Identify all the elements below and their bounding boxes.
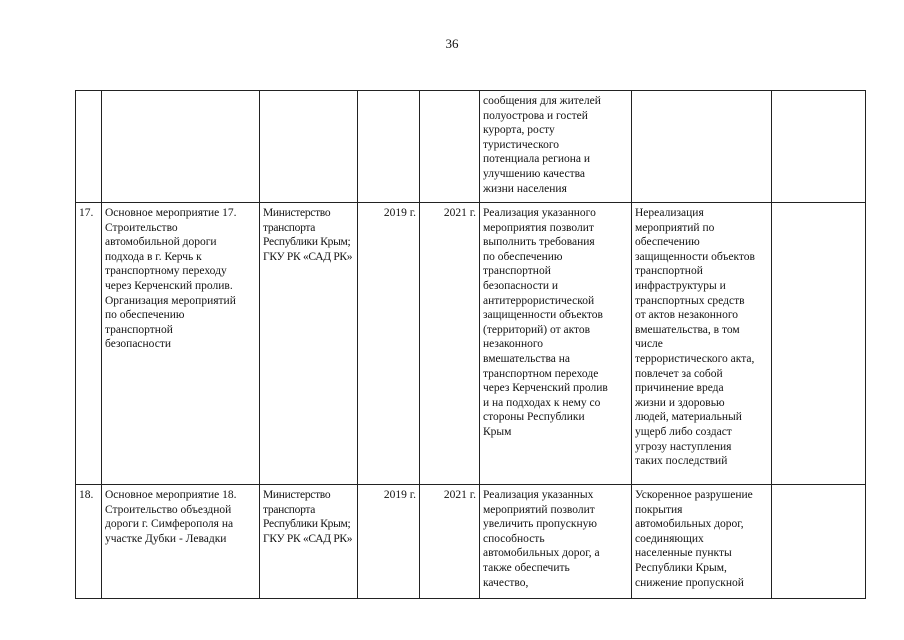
consequence: Нереализация мероприятий по обеспечению защищенности объектов транспортной инфраструктуры и транспортных средств от актов незаконного вмешательства, в том числе террористического акта, повлечет за собой причинение вреда жизни и здоровью людей, материальный ущерб либо создаст угрозу наступления таких последствий [632,203,772,485]
executor: Министерство транспорта Республики Крым; ГКУ РК «САД РК» [260,485,358,599]
measure-name [102,91,260,203]
end-year: 2021 г. [420,485,480,599]
row-number: 17. [76,203,102,485]
measure-name: Основное мероприятие 17. Строительство автомобильной дороги подхода в г. Керчь к транспортному переходу через Керченский пролив. Организация мероприятий по обеспечению транспортной безопасности [102,203,260,485]
table-row [76,91,866,203]
measure-name: Основное мероприятие 18. Строительство объездной дороги г. Симферополя на участке Дубки - Левадки [102,485,260,599]
start-year: 2019 г. [358,485,420,599]
end-year: 2021 г. [420,203,480,485]
measures-table [75,90,866,599]
start-year [358,91,420,203]
executor: Министерство транспорта Республики Крым; ГКУ РК «САД РК» [260,203,358,485]
consequence [632,91,772,203]
consequence: Ускоренное разрушение покрытия автомобильных дорог, соединяющих населенные пункты Республики Крым, снижение пропускной [632,485,772,599]
empty-cell [772,485,866,599]
expected-result: Реализация указанного мероприятия позволит выполнить требования по обеспечению транспортной безопасности и антитеррористической защищенности объектов (территорий) от актов незаконного вмешательства на транспортном переходе через Керченский пролив и на подходах к нему со стороны Республики Крым [480,203,632,485]
expected-result: сообщения для жителей полуострова и гостей курорта, росту туристического потенциала региона и улучшению качества жизни населения [480,91,632,203]
table-row [76,485,866,599]
expected-result: Реализация указанных мероприятий позволит увеличить пропускную способность автомобильных дорог, а также обеспечить качество, [480,485,632,599]
end-year [420,91,480,203]
start-year: 2019 г. [358,203,420,485]
empty-cell [772,91,866,203]
page-number: 36 [445,36,459,51]
empty-cell [772,203,866,485]
row-number [76,91,102,203]
row-number: 18. [76,485,102,599]
executor [260,91,358,203]
table-row [76,203,866,485]
